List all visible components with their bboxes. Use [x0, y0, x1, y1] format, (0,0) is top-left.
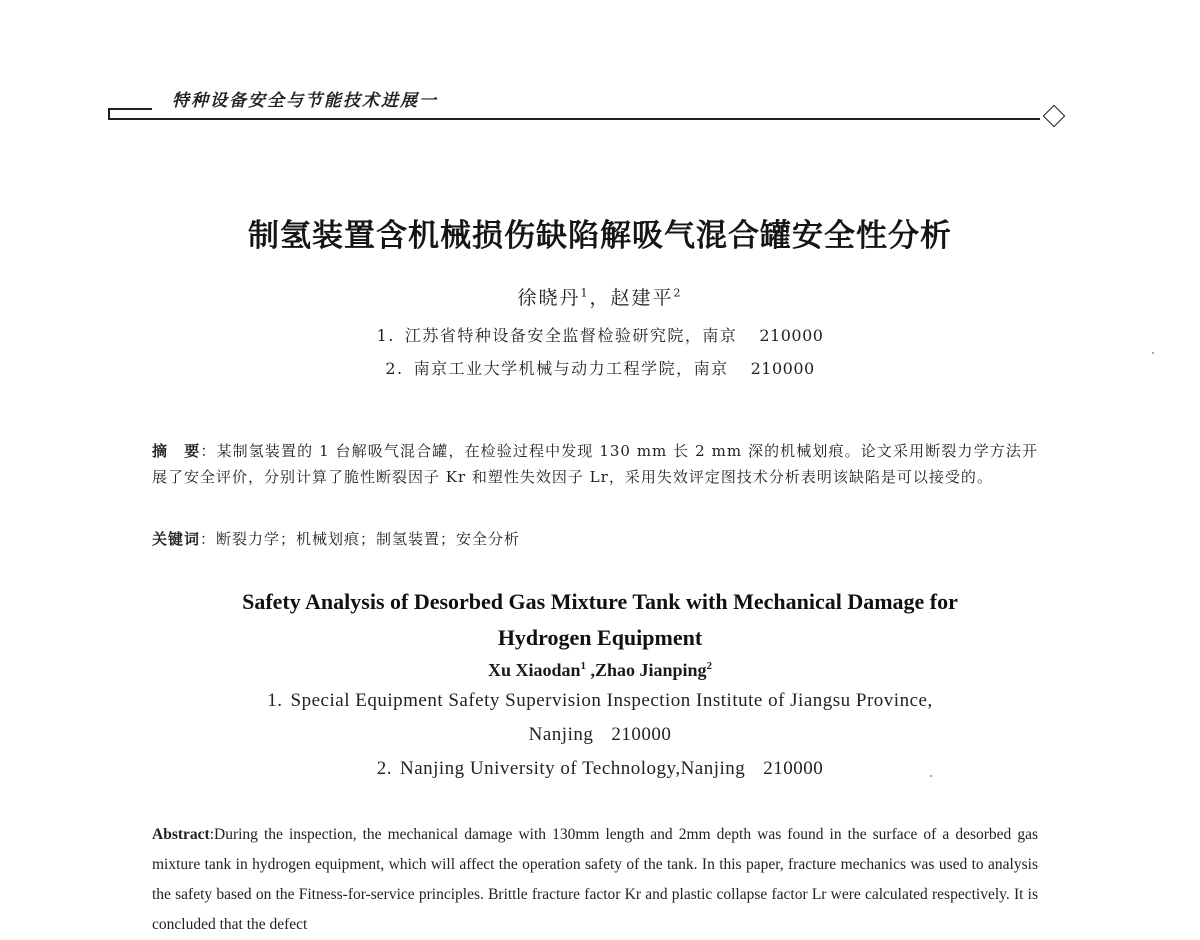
english-title — [0, 584, 1200, 656]
author-separator: , — [585, 660, 595, 680]
affiliation-text: Special Equipment Safety Supervision Inspection Institute of Jiangsu Province, — [290, 690, 933, 711]
chinese-affiliation — [0, 356, 1200, 379]
header-rule-short — [108, 108, 152, 110]
chinese-author-name: 赵建平 — [610, 287, 674, 309]
affiliation-text: Nanjing University of Technology,Nanjing — [399, 758, 746, 779]
chinese-affiliation — [0, 323, 1200, 346]
scan-speck — [1152, 352, 1154, 354]
author-separator: ， — [589, 287, 611, 309]
english-author-name: Zhao Jianping — [594, 660, 707, 680]
header-rule — [108, 118, 1040, 120]
author-sup: 1 — [580, 660, 586, 672]
affiliation-number: 2. — [376, 758, 392, 779]
chinese-author-name: 徐晓丹 — [517, 287, 581, 309]
chinese-keywords — [152, 528, 520, 549]
affiliation-city: Nanjing — [528, 724, 594, 745]
abstract-text: :During the inspection, the mechanical damage with 130mm length and 2mm depth was found in the surface of a desorbed gas mixture tank in hydrogen equipment, which will affect the operation safety of the tank. In this paper, fracture mechanics was used to analysis the safety based on the Fitness-for-service principles. Brittle fracture factor Kr and plastic collapse factor Lr were calculated respectively. It is concluded that the defect — [152, 826, 1038, 933]
chinese-abstract — [152, 438, 1038, 490]
english-authors — [0, 660, 1200, 681]
scan-speck — [930, 775, 932, 777]
author-sup: 1 — [580, 286, 590, 300]
chinese-authors — [0, 283, 1200, 310]
running-header: 特种设备安全与节能技术进展一 — [172, 91, 438, 111]
english-affiliation — [0, 758, 1200, 780]
postal-code: 210000 — [763, 758, 824, 779]
author-sup: 2 — [706, 660, 713, 672]
english-title-line: Hydrogen Equipment — [497, 625, 703, 650]
abstract-text: ：某制氢装置的 1 台解吸气混合罐，在检验过程中发现 130 mm 长 2 mm 深的机械划痕。论文采用断裂力学方法开展了安全评价，分别计算了脆性断裂因子 Kr 和塑性失效因子 Lr，采用失效评定图技术分析表明该缺陷是可以接受的。 — [152, 442, 1038, 486]
english-title-line: Safety Analysis of Desorbed Gas Mixture Tank with Mechanical Damage for — [242, 589, 958, 614]
affiliation-text: 南京工业大学机械与动力工程学院，南京 — [413, 359, 729, 378]
english-affiliation-continued — [0, 724, 1200, 746]
keywords-text: ：断裂力学；机械划痕；制氢装置；安全分析 — [200, 530, 521, 548]
postal-code: 210000 — [611, 724, 672, 745]
abstract-label: 摘 要 — [152, 442, 201, 460]
header-rule-tick — [108, 108, 110, 118]
english-author-name: Xu Xiaodan — [487, 660, 581, 680]
keywords-label: 关键词 — [152, 530, 201, 548]
chinese-title: 制氢装置含机械损伤缺陷解吸气混合罐安全性分析 — [248, 218, 952, 254]
abstract-label: Abstract — [152, 826, 210, 843]
affiliation-number: 1. — [376, 326, 395, 345]
english-affiliation — [0, 690, 1200, 712]
postal-code: 210000 — [759, 326, 824, 345]
author-sup: 2 — [673, 286, 683, 300]
affiliation-text: 江苏省特种设备安全监督检验研究院，南京 — [404, 326, 738, 345]
affiliation-number: 1. — [267, 690, 283, 711]
affiliation-number: 2. — [385, 359, 404, 378]
postal-code: 210000 — [750, 359, 815, 378]
english-abstract — [152, 820, 1038, 940]
header-diamond-ornament — [1043, 105, 1066, 128]
